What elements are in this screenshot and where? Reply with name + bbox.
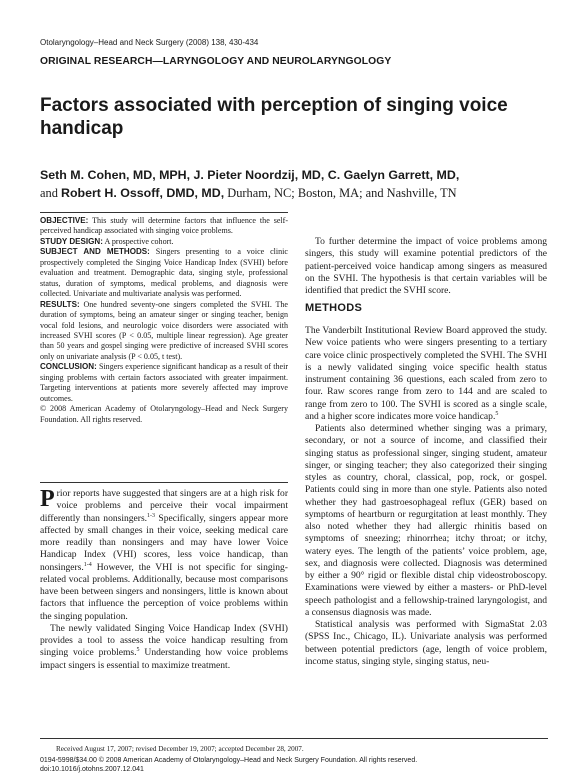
affiliations: Durham, NC; Boston, MA; and Nashville, TN (227, 186, 457, 200)
article-title: Factors associated with perception of singing voice handicap (40, 95, 508, 139)
design-heading: STUDY DESIGN: (40, 236, 103, 246)
objective-heading: OBJECTIVE: (40, 216, 89, 225)
methods-abstract-heading: SUBJECT AND METHODS: (40, 247, 150, 257)
abstract-design (40, 237, 288, 247)
drop-cap: P (40, 486, 55, 512)
conclusion-text: Singers experience significant handicap as a result of their singing problems with certain factors associated with greater impairment. Targeting interventions at patients more severely affected may improve outcomes. (40, 362, 288, 403)
author-last: Robert H. Ossoff, DMD, MD, (61, 186, 225, 200)
abstract-objective (40, 216, 288, 237)
abstract (40, 216, 288, 425)
conclusion-heading: CONCLUSION: (40, 362, 97, 372)
abstract-bottom-rule (40, 482, 288, 483)
page-footer (40, 756, 548, 774)
footnote-rule (40, 738, 548, 739)
intro-p2-a: The newly validated Singing Voice Handicap Index (SVHI) provides a tool to assess the voice handicap resulting from singing voice problems. (40, 622, 288, 659)
journal-citation: Otolaryngology–Head and Neck Surgery (2008) 138, 430-434 (40, 38, 259, 47)
intro-p3-text: To further determine the impact of voice problems among singers, this study will examine potential predictors of the patient-perceived voice handicap among singers as measured on the SVHI. The hypothesis is that certain variables will be identified that predict the SVHI score. (305, 236, 547, 296)
introduction-body (40, 488, 288, 672)
section-label: ORIGINAL RESEARCH—LARYNGOLOGY AND NEUROLARYNGOLOGY (40, 56, 392, 67)
methods-paragraph-1 (305, 325, 547, 423)
results-heading: RESULTS: (40, 299, 80, 309)
received-dates: Received August 17, 2007; revised December 19, 2007; accepted December 28, 2007. (56, 745, 304, 753)
citation-ref[interactable]: 1-4 (83, 561, 92, 568)
intro-p2-b: Understanding how voice problems impact singers is essential to maximize treatment. (40, 647, 288, 671)
citation-ref[interactable]: 5 (136, 647, 140, 654)
results-text: One hundred seventy-one singers completed the SVHI. The duration of symptoms, being an amateur singer or singing teacher, benign vocal fold lesions, and neurologic voice disorders were associated with increased SVHI scores (P < 0.05, multiple linear regression). Age greater than 50 years and gospel singing were predictive of increased SVHI scores only on univariate analysis (P < 0.05, t test). (40, 299, 288, 361)
abstract-copyright: © 2008 American Academy of Otolaryngology–Head and Neck Surgery Foundation. All rights reserved. (40, 404, 288, 424)
issn-copyright: 0194-5998/$34.00 © 2008 American Academy of Otolaryngology–Head and Neck Surgery Foundation. All rights reserved. (40, 757, 418, 764)
author-and: and (40, 186, 58, 200)
abstract-methods (40, 247, 288, 299)
intro-p1-a: rior reports have suggested that singers are at a high risk for voice problems and perceive their vocal impairment differently than nonsingers. (40, 488, 288, 524)
objective-text: This study will determine factors that influence the self-perceived handicap associated with singing voice problems. (40, 216, 288, 236)
intro-paragraph-1 (40, 488, 288, 623)
citation-ref[interactable]: 1-3 (147, 512, 156, 519)
abstract-conclusion (40, 362, 288, 404)
methods-paragraph-3: Statistical analysis was performed with SigmaStat 2.03 (SPSS Inc., Chicago, IL). Univariate analysis was performed between potential predictors (age, length of voice problem, income status, singing style, singing status, neu- (305, 619, 547, 667)
intro-paragraph-2 (40, 623, 288, 672)
design-text: A prospective cohort. (104, 236, 174, 246)
author-names: Seth M. Cohen, MD, MPH, J. Pieter Noordzij, MD, C. Gaelyn Garrett, MD, (40, 168, 460, 182)
doi-link[interactable]: doi:10.1016/j.otohns.2007.12.041 (40, 766, 144, 773)
intro-paragraph-3 (305, 236, 547, 297)
abstract-results (40, 300, 288, 363)
methods-paragraph-2: Patients also determined whether singing was a primary, secondary, or not a source of income, and classified their singing status as professional singer, singing student, amateur singer, or singing teacher; they also categorized their singing styles as country, choral, classical, pop, rock, or gospel. Patients could sing in more than one style. Patients also noted whether they had gastroesophageal reflux (GER) based on symptoms of heartburn or regurgitation at least monthly. They also noted whether they had allergic rhinitis based on symptoms of sneezing; rhinorrhea; itchy throat; or itchy, watery eyes. The length of the patients’ voice problem, age, sex, and diagnosis were collected. Diagnosis was determined by either a 90° rigid or flexible distal chip videostroboscopy. Examinations were viewed by either a masters- or PhD-level speech pathologist and a fellowship-trained laryngologist, and a consensus diagnosis was made. (305, 423, 547, 618)
methods-heading: METHODS (305, 302, 363, 314)
methods-body (305, 325, 547, 668)
methods-p1-text: The Vanderbilt Institutional Review Board approved the study. New voice patients who were singers presenting to a tertiary care voice clinic prospectively completed the SVHI. The SVHI is a newly validated singing voice specific health status instrument containing 36 questions, each scaled from zero to four. Raw scores range from zero to 144 and are scaled to range from zero to 100. The SVHI is scored as a single scale, and a higher score indicates more voice handicap. (305, 325, 547, 422)
intro-p1-b: Specifically, singers appear more affected by small changes in their voice, seeking medical care more readily than nonsingers and may have lower Voice Handicap Index (VHI) scores, less voice handicap, than nonsingers. (40, 512, 288, 573)
methods-abstract-text: Singers presenting to a voice clinic prospectively completed the Singing Voice Handicap Index (SVHI) before evaluation and treatment. Demographic data, singing style, professional status, duration of symptoms, medical problems, and diagnosis were collected. Univariate and multivariate analysis was performed. (40, 247, 288, 299)
intro-p1-c: However, the VHI is not specific for singing-related vocal problems. Additionally, because most comparisons have been between singers and nonsingers, little is known about factors that influence the perception of voice problems within the singing population. (40, 561, 288, 622)
citation-ref[interactable]: 5 (495, 410, 499, 417)
abstract-top-rule (40, 212, 288, 213)
author-list (40, 166, 552, 202)
